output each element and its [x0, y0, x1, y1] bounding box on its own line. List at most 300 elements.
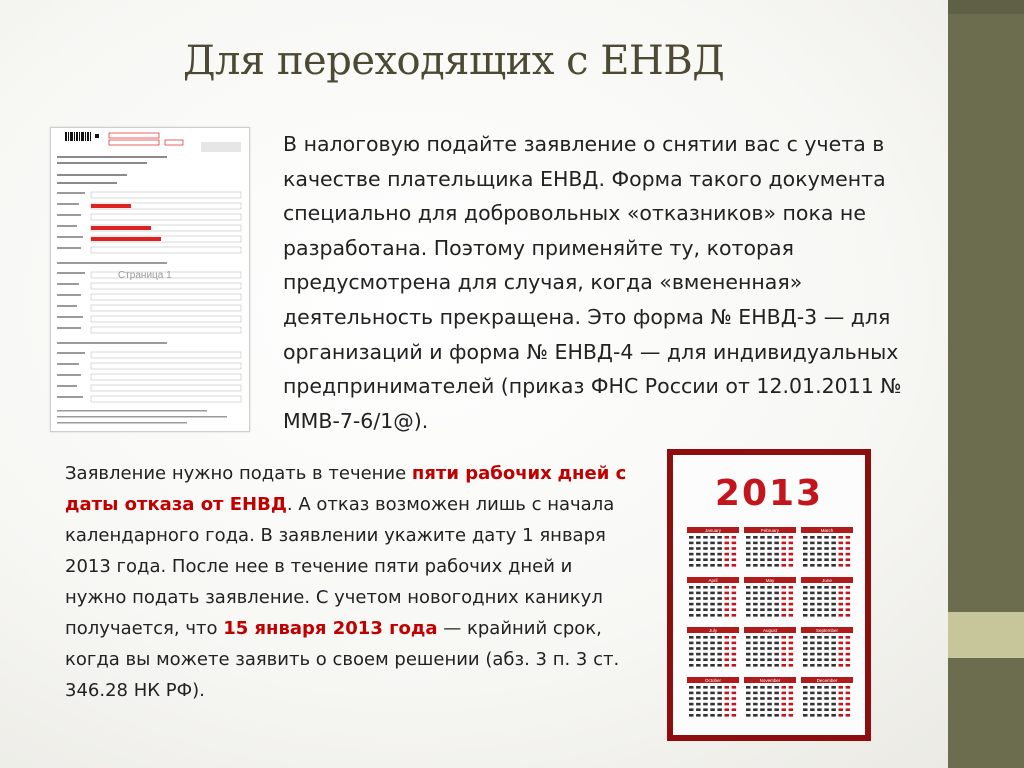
calendar-day — [696, 636, 701, 639]
calendar-day — [710, 608, 715, 611]
calendar-day — [760, 564, 765, 567]
calendar-day — [746, 636, 751, 639]
calendar-day — [689, 686, 694, 689]
calendar-day — [753, 542, 758, 545]
calendar-day — [725, 692, 730, 695]
calendar-day — [725, 697, 730, 700]
calendar-day — [810, 658, 815, 661]
calendar-day — [753, 686, 758, 689]
calendar-day — [703, 558, 708, 561]
calendar-day — [710, 636, 715, 639]
calendar-day — [717, 636, 722, 639]
calendar-month-august — [744, 627, 796, 667]
calendar-day — [831, 647, 836, 650]
calendar-month-name: September — [815, 628, 839, 633]
calendar-day — [774, 636, 779, 639]
calendar-day — [696, 547, 701, 550]
calendar-day — [710, 586, 715, 589]
calendar-day — [839, 714, 844, 717]
deadline-text-2: . А отказ возможен лишь с начала календарного года. В заявлении укажите дату 1 января 2013 года. После нее в течение пяти рабочих дней и нужно подать заявление. С учетом новогодних каникул получается, что — [65, 494, 615, 639]
calendar-day — [767, 614, 772, 617]
calendar-day — [789, 564, 794, 567]
calendar-day — [703, 664, 708, 667]
calendar-day — [839, 558, 844, 561]
calendar-day — [717, 647, 722, 650]
calendar-day — [710, 708, 715, 711]
calendar-day — [817, 536, 822, 539]
calendar-day — [689, 714, 694, 717]
calendar-day — [810, 686, 815, 689]
calendar-day — [803, 697, 808, 700]
calendar-day — [824, 636, 829, 639]
calendar-day — [846, 542, 851, 545]
calendar-day — [696, 686, 701, 689]
calendar-day — [789, 692, 794, 695]
calendar-day — [753, 642, 758, 645]
calendar-day — [824, 614, 829, 617]
calendar-day — [846, 703, 851, 706]
calendar-day — [725, 547, 730, 550]
calendar-day — [803, 592, 808, 595]
calendar-day — [732, 564, 737, 567]
calendar-day — [746, 664, 751, 667]
calendar-day — [782, 697, 787, 700]
calendar-day — [689, 614, 694, 617]
calendar-day — [831, 564, 836, 567]
calendar-day — [817, 647, 822, 650]
calendar-day — [824, 536, 829, 539]
calendar-day — [831, 642, 836, 645]
calendar-day — [782, 542, 787, 545]
calendar-day — [710, 714, 715, 717]
calendar-day — [810, 542, 815, 545]
calendar-day — [725, 558, 730, 561]
calendar-day — [782, 592, 787, 595]
calendar-day — [817, 547, 822, 550]
calendar-day — [817, 703, 822, 706]
calendar-day — [725, 608, 730, 611]
calendar-day — [760, 558, 765, 561]
calendar-day — [760, 536, 765, 539]
calendar-day — [732, 547, 737, 550]
calendar-day — [782, 614, 787, 617]
calendar-day — [767, 697, 772, 700]
calendar-day — [774, 608, 779, 611]
calendar-day — [696, 564, 701, 567]
calendar-day — [817, 592, 822, 595]
calendar-day — [831, 603, 836, 606]
calendar-day — [703, 686, 708, 689]
calendar-day — [824, 686, 829, 689]
calendar-day — [760, 636, 765, 639]
calendar-day — [696, 653, 701, 656]
calendar-day — [846, 692, 851, 695]
calendar-day — [817, 608, 822, 611]
calendar-day — [760, 547, 765, 550]
calendar-day — [710, 653, 715, 656]
form-text-lines — [57, 156, 167, 184]
header-cells — [109, 133, 183, 145]
calendar-day — [789, 636, 794, 639]
calendar-day — [717, 597, 722, 600]
calendar-day — [760, 647, 765, 650]
calendar-day — [689, 592, 694, 595]
calendar-day — [782, 536, 787, 539]
calendar-day — [760, 603, 765, 606]
calendar-day — [717, 547, 722, 550]
calendar-day — [689, 586, 694, 589]
calendar-day — [803, 686, 808, 689]
calendar-day — [789, 703, 794, 706]
calendar-day — [696, 647, 701, 650]
calendar-day — [817, 692, 822, 695]
calendar-day — [732, 542, 737, 545]
calendar-day — [839, 564, 844, 567]
calendar-day — [689, 636, 694, 639]
calendar-day — [824, 692, 829, 695]
calendar-day — [760, 714, 765, 717]
calendar-day — [725, 597, 730, 600]
calendar-day — [725, 642, 730, 645]
calendar-day — [803, 647, 808, 650]
calendar-day — [746, 603, 751, 606]
calendar-day — [774, 653, 779, 656]
calendar-day — [767, 653, 772, 656]
calendar-day — [846, 647, 851, 650]
calendar-day — [689, 653, 694, 656]
calendar-day — [831, 714, 836, 717]
calendar-month-name: April — [708, 578, 718, 583]
calendar-day — [789, 536, 794, 539]
calendar-day — [810, 603, 815, 606]
calendar-day — [824, 597, 829, 600]
calendar-day — [782, 564, 787, 567]
calendar-day — [803, 703, 808, 706]
calendar-day — [817, 658, 822, 661]
calendar-day — [710, 697, 715, 700]
calendar-day — [703, 547, 708, 550]
calendar-month-may — [744, 577, 796, 617]
calendar-day — [717, 642, 722, 645]
calendar-day — [717, 558, 722, 561]
calendar-day — [717, 536, 722, 539]
calendar-day — [689, 608, 694, 611]
calendar-day — [810, 547, 815, 550]
calendar-day — [846, 597, 851, 600]
calendar-day — [753, 647, 758, 650]
calendar-day — [717, 708, 722, 711]
calendar-day — [774, 692, 779, 695]
calendar-day — [767, 553, 772, 556]
calendar-day — [703, 642, 708, 645]
calendar-day — [753, 714, 758, 717]
calendar-day — [846, 658, 851, 661]
calendar-day — [696, 608, 701, 611]
calendar-day — [703, 603, 708, 606]
calendar-day — [846, 558, 851, 561]
calendar-day — [789, 614, 794, 617]
calendar-day — [753, 664, 758, 667]
calendar-month-september — [801, 627, 853, 667]
calendar-day — [824, 653, 829, 656]
calendar-day — [803, 564, 808, 567]
calendar-day — [717, 542, 722, 545]
calendar-day — [717, 686, 722, 689]
calendar-day — [732, 647, 737, 650]
calendar-day — [696, 692, 701, 695]
calendar-day — [767, 642, 772, 645]
calendar-day — [760, 697, 765, 700]
calendar-day — [746, 686, 751, 689]
calendar-day — [753, 586, 758, 589]
calendar-month-june — [801, 577, 853, 617]
calendar-day — [839, 658, 844, 661]
calendar-day — [746, 642, 751, 645]
calendar-day — [696, 558, 701, 561]
calendar-day — [760, 686, 765, 689]
calendar-day — [817, 664, 822, 667]
highlight-refusal-date: дней с даты отказа от ЕНВД — [65, 463, 627, 515]
calendar-day — [717, 586, 722, 589]
calendar-day — [767, 692, 772, 695]
calendar-day — [725, 714, 730, 717]
calendar-day — [824, 586, 829, 589]
calendar-day — [846, 697, 851, 700]
calendar-day — [760, 592, 765, 595]
calendar-day — [824, 714, 829, 717]
calendar-day — [810, 708, 815, 711]
calendar-day — [824, 592, 829, 595]
calendar-day — [803, 708, 808, 711]
calendar-day — [831, 608, 836, 611]
calendar-day — [703, 697, 708, 700]
calendar-day — [753, 708, 758, 711]
calendar-day — [810, 642, 815, 645]
calendar-day — [846, 586, 851, 589]
calendar-day — [725, 658, 730, 661]
calendar-day — [824, 697, 829, 700]
calendar-day — [839, 647, 844, 650]
calendar-day — [846, 553, 851, 556]
calendar-day — [810, 614, 815, 617]
calendar-day — [746, 614, 751, 617]
calendar-day — [803, 608, 808, 611]
calendar-day — [817, 597, 822, 600]
calendar-day — [732, 697, 737, 700]
calendar-day — [689, 553, 694, 556]
calendar-month-name: October — [704, 678, 722, 683]
calendar-day — [803, 542, 808, 545]
calendar-month-february — [744, 527, 796, 567]
calendar-day — [753, 692, 758, 695]
calendar-day — [789, 697, 794, 700]
calendar-day — [767, 603, 772, 606]
calendar-day — [774, 664, 779, 667]
calendar-day — [732, 658, 737, 661]
calendar-day — [746, 658, 751, 661]
calendar-day — [767, 564, 772, 567]
calendar-day — [710, 592, 715, 595]
calendar-day — [753, 614, 758, 617]
calendar-day — [774, 586, 779, 589]
calendar-day — [782, 608, 787, 611]
calendar-month-name: November — [759, 678, 781, 683]
calendar-day — [782, 597, 787, 600]
calendar-day — [831, 686, 836, 689]
calendar-day — [810, 692, 815, 695]
calendar-day — [831, 636, 836, 639]
calendar-day — [782, 603, 787, 606]
calendar-day — [746, 547, 751, 550]
calendar-day — [789, 653, 794, 656]
calendar-day — [725, 664, 730, 667]
calendar-day — [753, 558, 758, 561]
calendar-day — [782, 647, 787, 650]
calendar-day — [732, 714, 737, 717]
calendar-day — [710, 642, 715, 645]
calendar-day — [803, 558, 808, 561]
calendar-day — [831, 542, 836, 545]
calendar-day — [710, 664, 715, 667]
calendar-day — [760, 608, 765, 611]
calendar-day — [760, 586, 765, 589]
calendar-day — [689, 536, 694, 539]
calendar-day — [760, 614, 765, 617]
calendar-day — [831, 708, 836, 711]
calendar-day — [732, 536, 737, 539]
calendar-day — [732, 686, 737, 689]
calendar-day — [710, 564, 715, 567]
right-decor-block — [948, 612, 1024, 658]
calendar-day — [782, 708, 787, 711]
calendar-day — [831, 597, 836, 600]
calendar-day — [753, 597, 758, 600]
calendar-day — [696, 664, 701, 667]
calendar-day — [774, 547, 779, 550]
calendar-day — [803, 636, 808, 639]
calendar-day — [831, 653, 836, 656]
calendar-day — [703, 553, 708, 556]
calendar-month-name: June — [822, 578, 832, 583]
calendar-day — [824, 647, 829, 650]
calendar-day — [774, 703, 779, 706]
calendar-day — [703, 692, 708, 695]
calendar-day — [710, 558, 715, 561]
calendar-day — [789, 597, 794, 600]
deadline-paragraph — [65, 458, 635, 706]
calendar-day — [846, 686, 851, 689]
calendar-day — [746, 647, 751, 650]
calendar-day — [789, 592, 794, 595]
calendar-day — [817, 614, 822, 617]
calendar-day — [732, 703, 737, 706]
calendar-day — [760, 653, 765, 656]
calendar-day — [824, 658, 829, 661]
calendar-day — [789, 547, 794, 550]
calendar-day — [810, 558, 815, 561]
calendar-day — [810, 536, 815, 539]
calendar-month-name: May — [765, 578, 775, 583]
calendar-day — [725, 703, 730, 706]
calendar-day — [703, 597, 708, 600]
calendar-day — [831, 536, 836, 539]
calendar-day — [725, 564, 730, 567]
calendar-day — [732, 692, 737, 695]
calendar-day — [782, 664, 787, 667]
calendar-day — [789, 658, 794, 661]
calendar-day — [846, 714, 851, 717]
calendar-month-name: February — [760, 528, 780, 533]
calendar-day — [725, 536, 730, 539]
calendar-day — [817, 653, 822, 656]
calendar-day — [689, 542, 694, 545]
calendar-day — [710, 703, 715, 706]
calendar-day — [710, 542, 715, 545]
calendar-day — [717, 664, 722, 667]
calendar-day — [767, 714, 772, 717]
calendar-day — [753, 547, 758, 550]
calendar-day — [732, 664, 737, 667]
calendar-day — [767, 592, 772, 595]
calendar-day — [760, 692, 765, 695]
calendar-month-december — [801, 677, 853, 717]
calendar-day — [753, 697, 758, 700]
calendar-day — [746, 714, 751, 717]
calendar-day — [824, 547, 829, 550]
calendar-day — [810, 653, 815, 656]
calendar-day — [803, 553, 808, 556]
calendar-day — [767, 647, 772, 650]
calendar-day — [767, 708, 772, 711]
calendar-day — [717, 692, 722, 695]
calendar-day — [846, 636, 851, 639]
calendar-day — [817, 542, 822, 545]
calendar-day — [717, 653, 722, 656]
calendar-day — [774, 658, 779, 661]
calendar-day — [817, 603, 822, 606]
calendar-day — [710, 553, 715, 556]
calendar-day — [774, 542, 779, 545]
calendar-day — [725, 653, 730, 656]
calendar-day — [817, 686, 822, 689]
calendar-day — [703, 536, 708, 539]
calendar-day — [774, 558, 779, 561]
calendar-day — [803, 614, 808, 617]
calendar-day — [817, 636, 822, 639]
calendar-day — [732, 558, 737, 561]
calendar-day — [810, 636, 815, 639]
calendar-day — [824, 564, 829, 567]
calendar-day — [703, 658, 708, 661]
calendar-day — [753, 653, 758, 656]
calendar-day — [710, 692, 715, 695]
calendar-day — [696, 614, 701, 617]
calendar-day — [810, 586, 815, 589]
calendar-day — [817, 642, 822, 645]
calendar-day — [803, 642, 808, 645]
calendar-day — [696, 697, 701, 700]
calendar-day — [767, 547, 772, 550]
calendar-day — [696, 703, 701, 706]
calendar-day — [831, 547, 836, 550]
calendar-day — [782, 653, 787, 656]
calendar-day — [846, 608, 851, 611]
calendar-day — [753, 603, 758, 606]
calendar-month-name: August — [762, 628, 778, 633]
calendar-day — [710, 536, 715, 539]
calendar-day — [774, 553, 779, 556]
calendar-day — [710, 647, 715, 650]
